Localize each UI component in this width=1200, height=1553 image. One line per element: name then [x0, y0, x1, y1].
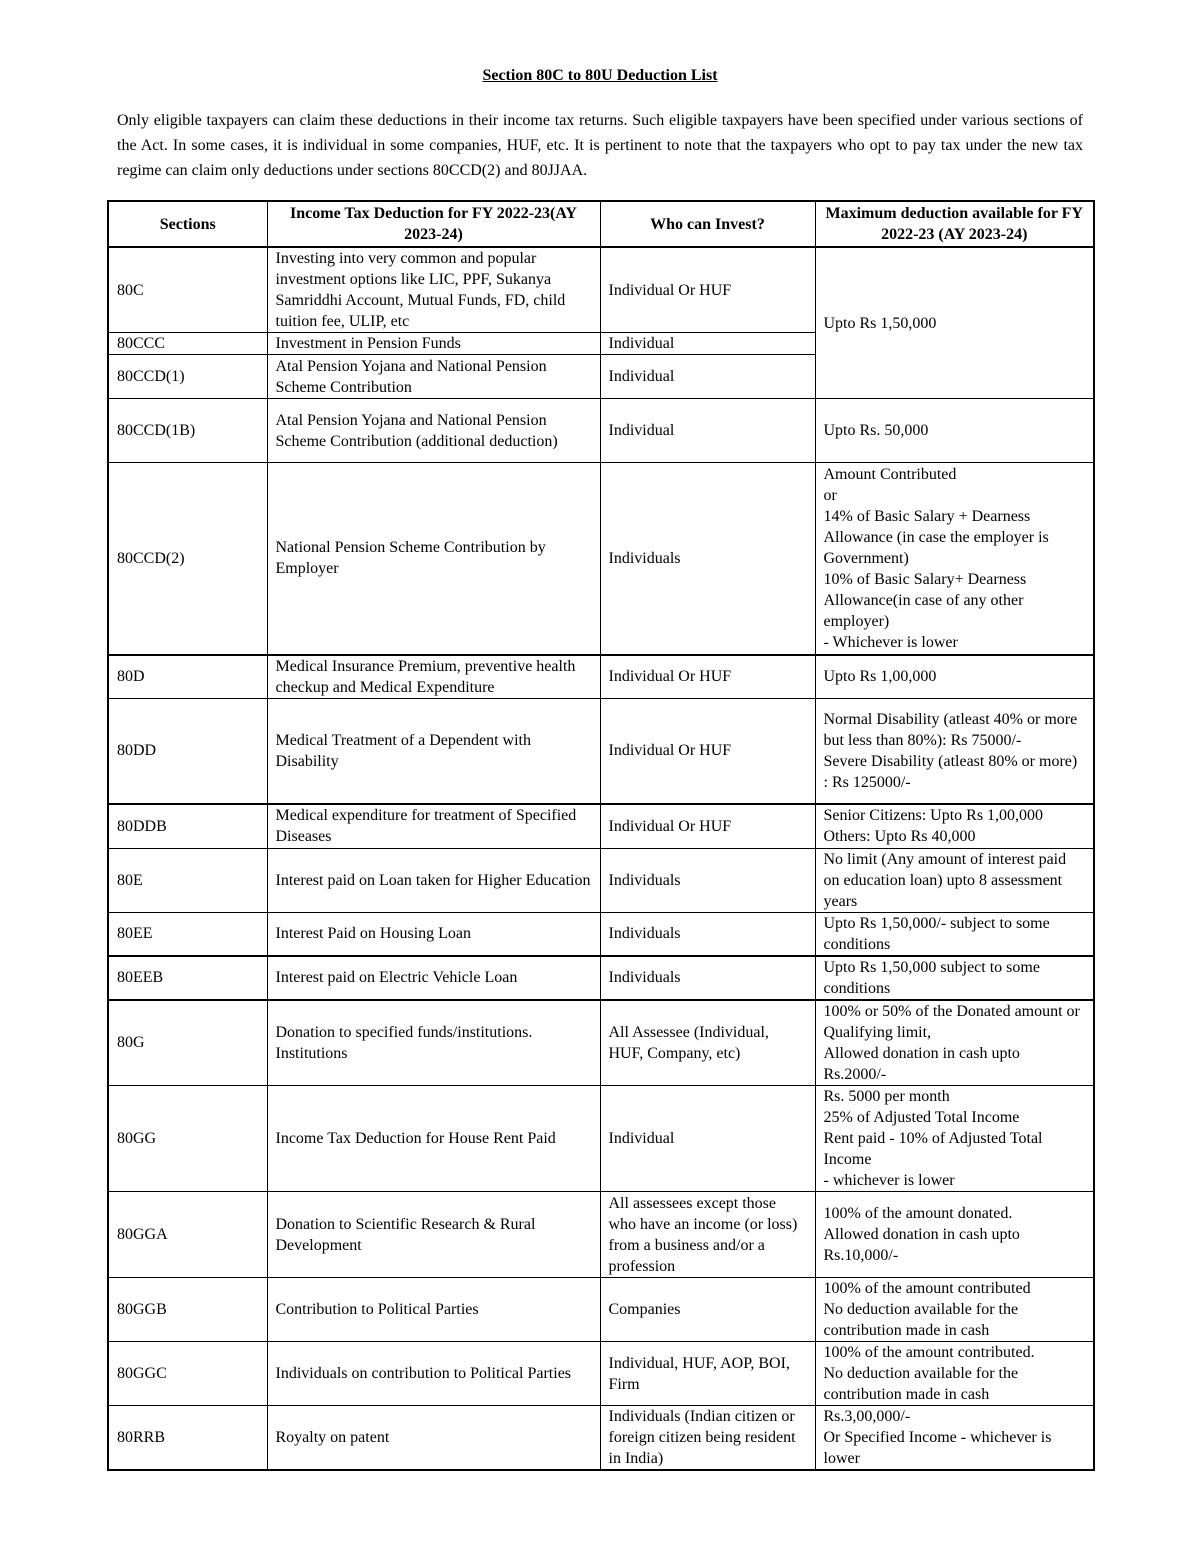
table-row — [108, 1342, 1094, 1406]
deduction-description: Contribution to Political Parties — [267, 1278, 600, 1342]
table-row — [108, 1086, 1094, 1192]
deduction-description: Interest paid on Loan taken for Higher Education — [267, 848, 600, 912]
header-max: Maximum deduction available for FY 2022-23 (AY 2023-24) — [815, 201, 1094, 247]
max-deduction-line: Severe Disability (atleast 80% or more) : Rs 125000/- — [823, 752, 1078, 791]
eligible-investor: All assessees except those who have an income (or loss) from a business and/or a profession — [600, 1192, 815, 1278]
eligible-investor: Individual — [600, 333, 815, 355]
table-row — [108, 1278, 1094, 1342]
deduction-description: Atal Pension Yojana and National Pension Scheme Contribution (additional deduction) — [267, 399, 600, 463]
deduction-description: Medical Insurance Premium, preventive health checkup and Medical Expenditure — [267, 655, 600, 699]
section-code: 80GGC — [108, 1342, 267, 1406]
max-deduction-line: 14% of Basic Salary + Dearness Allowance (in case the employer is Government) — [823, 507, 1049, 567]
deduction-table — [107, 200, 1095, 1471]
table-row — [108, 698, 1094, 804]
deduction-description: Income Tax Deduction for House Rent Paid — [267, 1086, 600, 1192]
max-deduction — [815, 912, 1094, 956]
header-who: Who can Invest? — [600, 201, 815, 247]
deduction-description: Royalty on patent — [267, 1406, 600, 1471]
eligible-investor: Companies — [600, 1278, 815, 1342]
max-deduction-line: - whichever is lower — [823, 1172, 955, 1189]
section-code: 80RRB — [108, 1406, 267, 1471]
max-deduction-line: Upto Rs 1,50,000 subject to some conditions — [823, 958, 1040, 997]
max-deduction-line: 100% of the amount donated. — [823, 1205, 1013, 1222]
deduction-description: National Pension Scheme Contribution by Employer — [267, 463, 600, 655]
header-deduction: Income Tax Deduction for FY 2022-23(AY 2023-24) — [267, 201, 600, 247]
deduction-description: Medical Treatment of a Dependent with Disability — [267, 698, 600, 804]
max-deduction-line: Upto Rs 1,50,000/- subject to some conditions — [823, 914, 1050, 953]
max-deduction-line: 100% of the amount contributed — [823, 1280, 1031, 1297]
eligible-investor: Individual — [600, 399, 815, 463]
max-deduction — [815, 1000, 1094, 1086]
max-deduction-line: No deduction available for the contribution made in cash — [823, 1365, 1019, 1403]
max-deduction-line: Allowed donation in cash upto Rs.10,000/- — [823, 1226, 1020, 1264]
max-deduction-line: Others: Upto Rs 40,000 — [823, 828, 976, 846]
deduction-description: Interest paid on Electric Vehicle Loan — [267, 956, 600, 1000]
section-code: 80CCD(2) — [108, 463, 267, 655]
max-deduction-line: Allowed donation in cash upto Rs.2000/- — [823, 1044, 1020, 1083]
deduction-description: Atal Pension Yojana and National Pension Scheme Contribution — [267, 355, 600, 399]
section-code: 80CCC — [108, 333, 267, 355]
eligible-investor: Individual Or HUF — [600, 247, 815, 333]
max-deduction — [815, 463, 1094, 655]
document-title: Section 80C to 80U Deduction List — [482, 67, 718, 84]
max-deduction-line: Rent paid - 10% of Adjusted Total Income — [823, 1130, 1043, 1168]
table-row — [108, 804, 1094, 848]
max-deduction-line: Amount Contributed — [823, 465, 957, 483]
section-code: 80CCD(1) — [108, 355, 267, 399]
section-code: 80GGB — [108, 1278, 267, 1342]
table-row — [108, 399, 1094, 463]
deduction-description: Medical expenditure for treatment of Specified Diseases — [267, 804, 600, 848]
table-row — [108, 848, 1094, 912]
section-code: 80EE — [108, 912, 267, 956]
eligible-investor: Individual Or HUF — [600, 655, 815, 699]
max-deduction-line: Or Specified Income - whichever is lower — [823, 1429, 1052, 1467]
deduction-description: Individuals on contribution to Political Parties — [267, 1342, 600, 1406]
max-deduction-line: Rs. 5000 per month — [823, 1088, 950, 1105]
section-code: 80D — [108, 655, 267, 699]
max-deduction-line: Rs.3,00,000/- — [823, 1408, 911, 1425]
max-deduction-line: or — [823, 486, 837, 504]
eligible-investor: Individual Or HUF — [600, 804, 815, 848]
max-deduction-line: Upto Rs. 50,000 — [823, 422, 929, 439]
max-deduction — [815, 698, 1094, 804]
max-deduction — [815, 1192, 1094, 1278]
max-deduction-line: 10% of Basic Salary+ Dearness Allowance(in case of any other employer) — [823, 570, 1027, 630]
max-deduction-line: No deduction available for the contribution made in cash — [823, 1301, 1019, 1339]
deduction-description: Interest Paid on Housing Loan — [267, 912, 600, 956]
table-row — [108, 956, 1094, 1000]
section-code: 80GGA — [108, 1192, 267, 1278]
eligible-investor: Individual, HUF, AOP, BOI, Firm — [600, 1342, 815, 1406]
max-deduction-line: Upto Rs 1,00,000 — [823, 668, 937, 685]
max-deduction — [815, 399, 1094, 463]
max-deduction — [815, 1278, 1094, 1342]
eligible-investor: Individuals — [600, 848, 815, 912]
section-code: 80G — [108, 1000, 267, 1086]
section-code: 80E — [108, 848, 267, 912]
eligible-investor: Individuals (Indian citizen or foreign citizen being resident in India) — [600, 1406, 815, 1471]
table-row — [108, 247, 1094, 333]
max-deduction-line: 100% or 50% of the Donated amount or Qualifying limit, — [823, 1002, 1080, 1041]
table-row — [108, 912, 1094, 956]
eligible-investor: All Assessee (Individual, HUF, Company, etc) — [600, 1000, 815, 1086]
table-row — [108, 463, 1094, 655]
table-row — [108, 1192, 1094, 1278]
section-code: 80DDB — [108, 804, 267, 848]
section-code: 80DD — [108, 698, 267, 804]
max-deduction-line: 100% of the amount contributed. — [823, 1344, 1035, 1361]
max-deduction — [815, 655, 1094, 699]
section-code: 80GG — [108, 1086, 267, 1192]
table-row — [108, 655, 1094, 699]
max-deduction-line: 25% of Adjusted Total Income — [823, 1109, 1020, 1126]
max-deduction-line: - Whichever is lower — [823, 633, 958, 651]
deduction-description: Investment in Pension Funds — [267, 333, 600, 355]
eligible-investor: Individuals — [600, 912, 815, 956]
section-code: 80EEB — [108, 956, 267, 1000]
max-deduction — [815, 956, 1094, 1000]
table-row — [108, 1000, 1094, 1086]
deduction-description: Donation to Scientific Research & Rural Development — [267, 1192, 600, 1278]
eligible-investor: Individual Or HUF — [600, 698, 815, 804]
max-deduction-line: Senior Citizens: Upto Rs 1,00,000 — [823, 807, 1044, 825]
max-deduction — [815, 804, 1094, 848]
max-deduction — [815, 848, 1094, 912]
eligible-investor: Individuals — [600, 463, 815, 655]
max-deduction — [815, 1086, 1094, 1192]
max-deduction: Upto Rs 1,50,000 — [815, 247, 1094, 399]
eligible-investor: Individual — [600, 1086, 815, 1192]
deduction-description: Donation to specified funds/institutions. Institutions — [267, 1000, 600, 1086]
max-deduction — [815, 1406, 1094, 1471]
section-code: 80C — [108, 247, 267, 333]
header-sections: Sections — [108, 201, 267, 247]
eligible-investor: Individuals — [600, 956, 815, 1000]
intro-paragraph: Only eligible taxpayers can claim these deductions in their income tax returns. Such eligible taxpayers have been specified under various sections of the Act. In some cases, it is individual in some companies, HUF, etc. It is pertinent to note that the taxpayers who opt to pay tax under the new tax regime can claim only deductions under sections 80CCD(2) and 80JJAA. — [117, 112, 1083, 179]
max-deduction-line: Normal Disability (atleast 40% or more but less than 80%): Rs 75000/- — [823, 710, 1078, 749]
eligible-investor: Individual — [600, 355, 815, 399]
deduction-description: Investing into very common and popular investment options like LIC, PPF, Sukanya Samriddhi Account, Mutual Funds, FD, child tuition fee, ULIP, etc — [267, 247, 600, 333]
section-code: 80CCD(1B) — [108, 399, 267, 463]
table-row — [108, 1406, 1094, 1471]
max-deduction-line: No limit (Any amount of interest paid on education loan) upto 8 assessment years — [823, 850, 1067, 910]
max-deduction — [815, 1342, 1094, 1406]
table-header-row — [108, 201, 1094, 247]
